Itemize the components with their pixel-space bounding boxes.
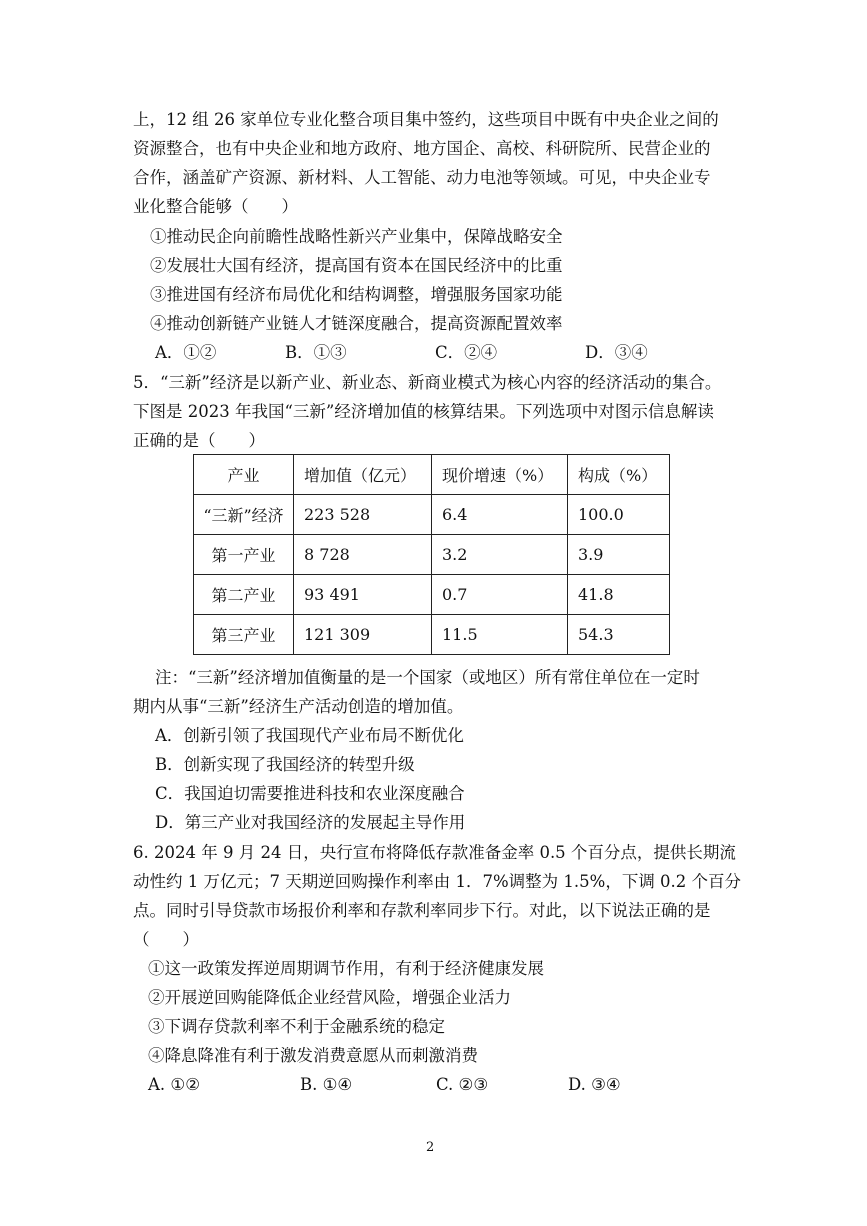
q6-stem-line-4: （ ） (133, 930, 199, 949)
table-cell: 223 528 (294, 495, 432, 535)
q4-item-2: ②发展壮大国有经济，提高国有资本在国民经济中的比重 (150, 256, 563, 275)
q6-item-3: ③下调存贷款利率不利于金融系统的稳定 (148, 1017, 445, 1036)
table-header-cell: 产业 (194, 455, 294, 495)
q6-option-c[interactable]: C. ②③ (436, 1075, 489, 1094)
q4-item-4: ④推动创新链产业链人才链深度融合，提高资源配置效率 (150, 314, 563, 333)
q4-stem-line-4: 业化整合能够（ ） (133, 197, 298, 216)
table-row (194, 535, 670, 575)
q5-note-line-1: 注：“三新”经济增加值衡量的是一个国家（或地区）所有常住单位在一定时 (155, 668, 700, 687)
q6-stem-line-1: 6. 2024 年 9 月 24 日，央行宣布将降低存款准备金率 0.5 个百分点，提供长期流 (133, 843, 736, 862)
q6-stem-line-2: 动性约 1 万亿元；7 天期逆回购操作利率由 1．7%调整为 1.5%，下调 0.2 个百分 (133, 872, 742, 891)
q4-item-3: ③推进国有经济布局优化和结构调整，增强服务国家功能 (150, 285, 563, 304)
q6-option-a[interactable]: A. ①② (148, 1075, 200, 1094)
q6-option-d[interactable]: D. ③④ (568, 1075, 621, 1094)
q4-option-d[interactable]: D．③④ (585, 343, 648, 362)
table-cell: 第二产业 (194, 575, 294, 615)
table-header-cell: 构成（%） (568, 455, 670, 495)
q5-choice-c[interactable]: C．我国迫切需要推进科技和农业深度融合 (155, 784, 465, 803)
q4-stem-line-3: 合作，涵盖矿产资源、新材料、人工智能、动力电池等领域。可见，中央企业专 (133, 168, 711, 187)
q5-note-line-2: 期内从事“三新”经济生产活动创造的增加值。 (133, 697, 464, 716)
q4-options (0, 343, 867, 363)
table-cell: 93 491 (294, 575, 432, 615)
q4-stem-line-1: 上，12 组 26 家单位专业化整合项目集中签约，这些项目中既有中央企业之间的 (133, 110, 719, 129)
table-cell: 0.7 (432, 575, 568, 615)
q6-item-4: ④降息降准有利于激发消费意愿从而刺激消费 (148, 1046, 478, 1065)
q4-option-c[interactable]: C．②④ (435, 343, 498, 362)
table-row (194, 575, 670, 615)
table-cell: 3.9 (568, 535, 670, 575)
q5-stem-line-1: 5．“三新”经济是以新产业、新业态、新商业模式为核心内容的经济活动的集合。 (133, 373, 722, 392)
table-cell: 100.0 (568, 495, 670, 535)
q6-stem-line-3: 点。同时引导贷款市场报价利率和存款利率同步下行。对此，以下说法正确的是 (133, 901, 711, 920)
table-row (194, 495, 670, 535)
table-cell: 11.5 (432, 615, 568, 655)
table-cell: 3.2 (432, 535, 568, 575)
q5-choice-d[interactable]: D．第三产业对我国经济的发展起主导作用 (155, 813, 466, 832)
q5-stem-line-2: 下图是 2023 年我国“三新”经济增加值的核算结果。下列选项中对图示信息解读 (133, 402, 714, 421)
q5-stem-line-3: 正确的是（ ） (133, 431, 265, 450)
table-header-cell: 增加值（亿元） (294, 455, 432, 495)
q4-stem-line-2: 资源整合，也有中央企业和地方政府、地方国企、高校、科研院所、民营企业的 (133, 139, 711, 158)
q5-choice-b[interactable]: B．创新实现了我国经济的转型升级 (155, 755, 415, 774)
table-cell: 41.8 (568, 575, 670, 615)
q4-option-a[interactable]: A．①② (155, 343, 217, 362)
table-cell: 第三产业 (194, 615, 294, 655)
table-cell: 6.4 (432, 495, 568, 535)
table-cell: “三新”经济 (194, 495, 294, 535)
q6-item-2: ②开展逆回购能降低企业经营风险，增强企业活力 (148, 988, 511, 1007)
q5-data-table (193, 454, 670, 655)
page-number: 2 (426, 1140, 435, 1155)
table-cell: 第一产业 (194, 535, 294, 575)
table-row (194, 615, 670, 655)
q4-item-1: ①推动民企向前瞻性战略性新兴产业集中，保障战略安全 (150, 227, 563, 246)
table-cell: 121 309 (294, 615, 432, 655)
table-header-row (194, 455, 670, 495)
table-header-cell: 现价增速（%） (432, 455, 568, 495)
table-cell: 8 728 (294, 535, 432, 575)
q5-choice-a[interactable]: A．创新引领了我国现代产业布局不断优化 (155, 726, 464, 745)
q6-option-b[interactable]: B. ①④ (300, 1075, 353, 1094)
q6-options (0, 1075, 867, 1095)
table-cell: 54.3 (568, 615, 670, 655)
q6-item-1: ①这一政策发挥逆周期调节作用，有利于经济健康发展 (148, 959, 544, 978)
q4-option-b[interactable]: B．①③ (285, 343, 347, 362)
